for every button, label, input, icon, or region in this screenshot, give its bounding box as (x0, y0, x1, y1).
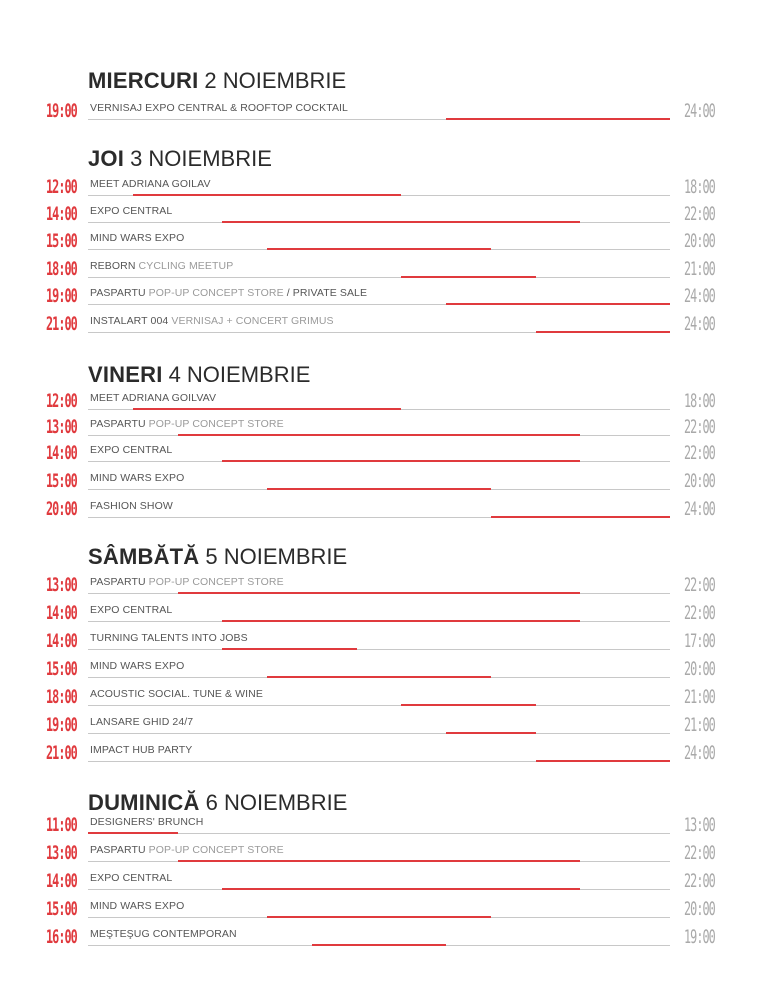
day-heading (88, 146, 272, 172)
event-duration-bar (401, 276, 535, 278)
event-name: INSTALART 004 (90, 315, 172, 327)
day-date: 3 NOIEMBRIE (130, 146, 272, 171)
event-end-time: 22:00 (684, 602, 715, 624)
event-title (90, 814, 203, 830)
event-title (90, 574, 284, 590)
event-duration-bar (133, 408, 402, 410)
event-name: MIND WARS EXPO (90, 660, 185, 672)
event-subtitle: POP-UP CONCEPT STORE (148, 844, 284, 856)
day-date: 2 NOIEMBRIE (204, 68, 347, 93)
event-subtitle: POP-UP CONCEPT STORE (148, 418, 284, 430)
event-title (90, 498, 173, 514)
event-row (0, 498, 775, 530)
event-title (90, 203, 172, 219)
event-start-time: 14:00 (46, 442, 77, 464)
event-subtitle: POP-UP CONCEPT STORE (148, 287, 284, 299)
event-name: PASPARTU (90, 418, 149, 430)
event-title (90, 686, 263, 702)
event-end-time: 24:00 (684, 498, 715, 520)
timeline-line (88, 705, 670, 706)
event-start-time: 21:00 (46, 313, 77, 335)
event-title (90, 100, 348, 116)
event-title (90, 926, 237, 942)
day-name: MIERCURI (88, 68, 199, 93)
event-title (90, 313, 334, 329)
event-name: IMPACT HUB PARTY (90, 744, 193, 756)
event-duration-bar (222, 620, 580, 622)
event-row (0, 313, 775, 345)
event-title (90, 742, 192, 758)
event-start-time: 14:00 (46, 630, 77, 652)
event-start-time: 12:00 (46, 176, 77, 198)
event-end-time: 20:00 (684, 470, 715, 492)
event-title (90, 658, 184, 674)
event-duration-bar (536, 331, 670, 333)
event-name: MIND WARS EXPO (90, 472, 185, 484)
day-heading (88, 362, 310, 388)
event-start-time: 15:00 (46, 230, 77, 252)
event-name: PASPARTU (90, 844, 149, 856)
event-title (90, 176, 211, 192)
event-name: PASPARTU (90, 287, 149, 299)
event-end-time: 24:00 (684, 313, 715, 335)
event-end-time: 24:00 (684, 100, 715, 122)
day-date: 4 NOIEMBRIE (168, 362, 311, 387)
event-end-time: 24:00 (684, 742, 715, 764)
event-title (90, 842, 284, 858)
event-title (90, 230, 184, 246)
event-start-time: 19:00 (46, 714, 77, 736)
event-end-time: 13:00 (684, 814, 715, 836)
event-start-time: 18:00 (46, 686, 77, 708)
event-start-time: 18:00 (46, 258, 77, 280)
day-name: VINERI (88, 362, 163, 387)
event-duration-bar (222, 648, 356, 650)
event-start-time: 14:00 (46, 602, 77, 624)
event-name: MIND WARS EXPO (90, 232, 185, 244)
event-duration-bar (401, 704, 535, 706)
timeline-line (88, 277, 670, 278)
event-duration-bar (446, 303, 670, 305)
event-title (90, 898, 184, 914)
day-heading (88, 790, 347, 816)
event-end-time: 21:00 (684, 714, 715, 736)
event-row (0, 100, 775, 132)
event-start-time: 21:00 (46, 742, 77, 764)
event-subtitle: VERNISAJ + CONCERT GRIMUS (171, 315, 334, 327)
event-duration-bar (267, 916, 491, 918)
event-title (90, 258, 233, 274)
event-end-time: 18:00 (684, 390, 715, 412)
event-start-time: 19:00 (46, 285, 77, 307)
event-end-time: 20:00 (684, 898, 715, 920)
event-name: DESIGNERS' BRUNCH (90, 816, 204, 828)
event-end-time: 19:00 (684, 926, 715, 948)
event-name: FASHION SHOW (90, 500, 173, 512)
event-start-time: 14:00 (46, 870, 77, 892)
event-name: TURNING TALENTS INTO JOBS (90, 632, 248, 644)
event-name: MEŞTEŞUG CONTEMPORAN (90, 928, 237, 940)
event-duration-bar (536, 760, 670, 762)
event-duration-bar (312, 944, 446, 946)
day-name: SÂMBĂTĂ (88, 544, 200, 569)
event-end-time: 24:00 (684, 285, 715, 307)
event-start-time: 13:00 (46, 416, 77, 438)
event-start-time: 13:00 (46, 842, 77, 864)
event-title (90, 470, 184, 486)
event-subtitle: POP-UP CONCEPT STORE (148, 576, 284, 588)
event-start-time: 16:00 (46, 926, 77, 948)
event-end-time: 18:00 (684, 176, 715, 198)
event-name: MIND WARS EXPO (90, 900, 185, 912)
event-name: PASPARTU (90, 576, 149, 588)
event-duration-bar (222, 221, 580, 223)
event-name: EXPO CENTRAL (90, 444, 173, 456)
event-duration-bar (267, 488, 491, 490)
event-title (90, 390, 216, 406)
event-title (90, 602, 172, 618)
event-end-time: 22:00 (684, 870, 715, 892)
event-end-time: 22:00 (684, 416, 715, 438)
day-name: DUMINICĂ (88, 790, 200, 815)
event-duration-bar (133, 194, 402, 196)
event-name: ACOUSTIC SOCIAL. TUNE & WINE (90, 688, 263, 700)
event-subtitle: CYCLING MEETUP (138, 260, 234, 272)
event-duration-bar (446, 118, 670, 120)
event-row (0, 742, 775, 774)
day-name: JOI (88, 146, 125, 171)
day-date: 6 NOIEMBRIE (205, 790, 348, 815)
event-title (90, 416, 284, 432)
event-name: EXPO CENTRAL (90, 604, 173, 616)
day-heading (88, 544, 347, 570)
event-title (90, 870, 172, 886)
event-name: EXPO CENTRAL (90, 872, 173, 884)
event-end-time: 17:00 (684, 630, 715, 652)
event-duration-bar (491, 516, 670, 518)
event-start-time: 14:00 (46, 203, 77, 225)
event-name: EXPO CENTRAL (90, 205, 173, 217)
day-date: 5 NOIEMBRIE (205, 544, 348, 569)
event-name: VERNISAJ EXPO CENTRAL & ROOFTOP COCKTAIL (90, 102, 348, 114)
event-start-time: 15:00 (46, 898, 77, 920)
event-name: REBORN (90, 260, 139, 272)
event-duration-bar (446, 732, 536, 734)
event-end-time: 21:00 (684, 258, 715, 280)
day-heading (88, 68, 346, 94)
event-end-time: 22:00 (684, 842, 715, 864)
event-start-time: 20:00 (46, 498, 77, 520)
event-name: MEET ADRIANA GOILAV (90, 178, 211, 190)
event-start-time: 19:00 (46, 100, 77, 122)
event-duration-bar (267, 248, 491, 250)
event-start-time: 15:00 (46, 470, 77, 492)
event-duration-bar (178, 860, 581, 862)
event-title (90, 630, 248, 646)
event-name: LANSARE GHID 24/7 (90, 716, 194, 728)
event-title (90, 442, 172, 458)
event-title (90, 285, 367, 301)
event-name: / PRIVATE SALE (283, 287, 368, 299)
event-end-time: 22:00 (684, 203, 715, 225)
event-start-time: 13:00 (46, 574, 77, 596)
event-duration-bar (178, 592, 581, 594)
event-name: MEET ADRIANA GOILVAV (90, 392, 217, 404)
event-end-time: 20:00 (684, 658, 715, 680)
event-end-time: 22:00 (684, 442, 715, 464)
event-duration-bar (222, 460, 580, 462)
event-row (0, 926, 775, 958)
event-end-time: 22:00 (684, 574, 715, 596)
event-duration-bar (178, 434, 581, 436)
timeline-line (88, 733, 670, 734)
event-duration-bar (222, 888, 580, 890)
event-end-time: 20:00 (684, 230, 715, 252)
event-end-time: 21:00 (684, 686, 715, 708)
event-start-time: 11:00 (46, 814, 77, 836)
event-start-time: 15:00 (46, 658, 77, 680)
timeline-line (88, 649, 670, 650)
event-start-time: 12:00 (46, 390, 77, 412)
event-title (90, 714, 193, 730)
event-duration-bar (88, 832, 178, 834)
event-duration-bar (267, 676, 491, 678)
